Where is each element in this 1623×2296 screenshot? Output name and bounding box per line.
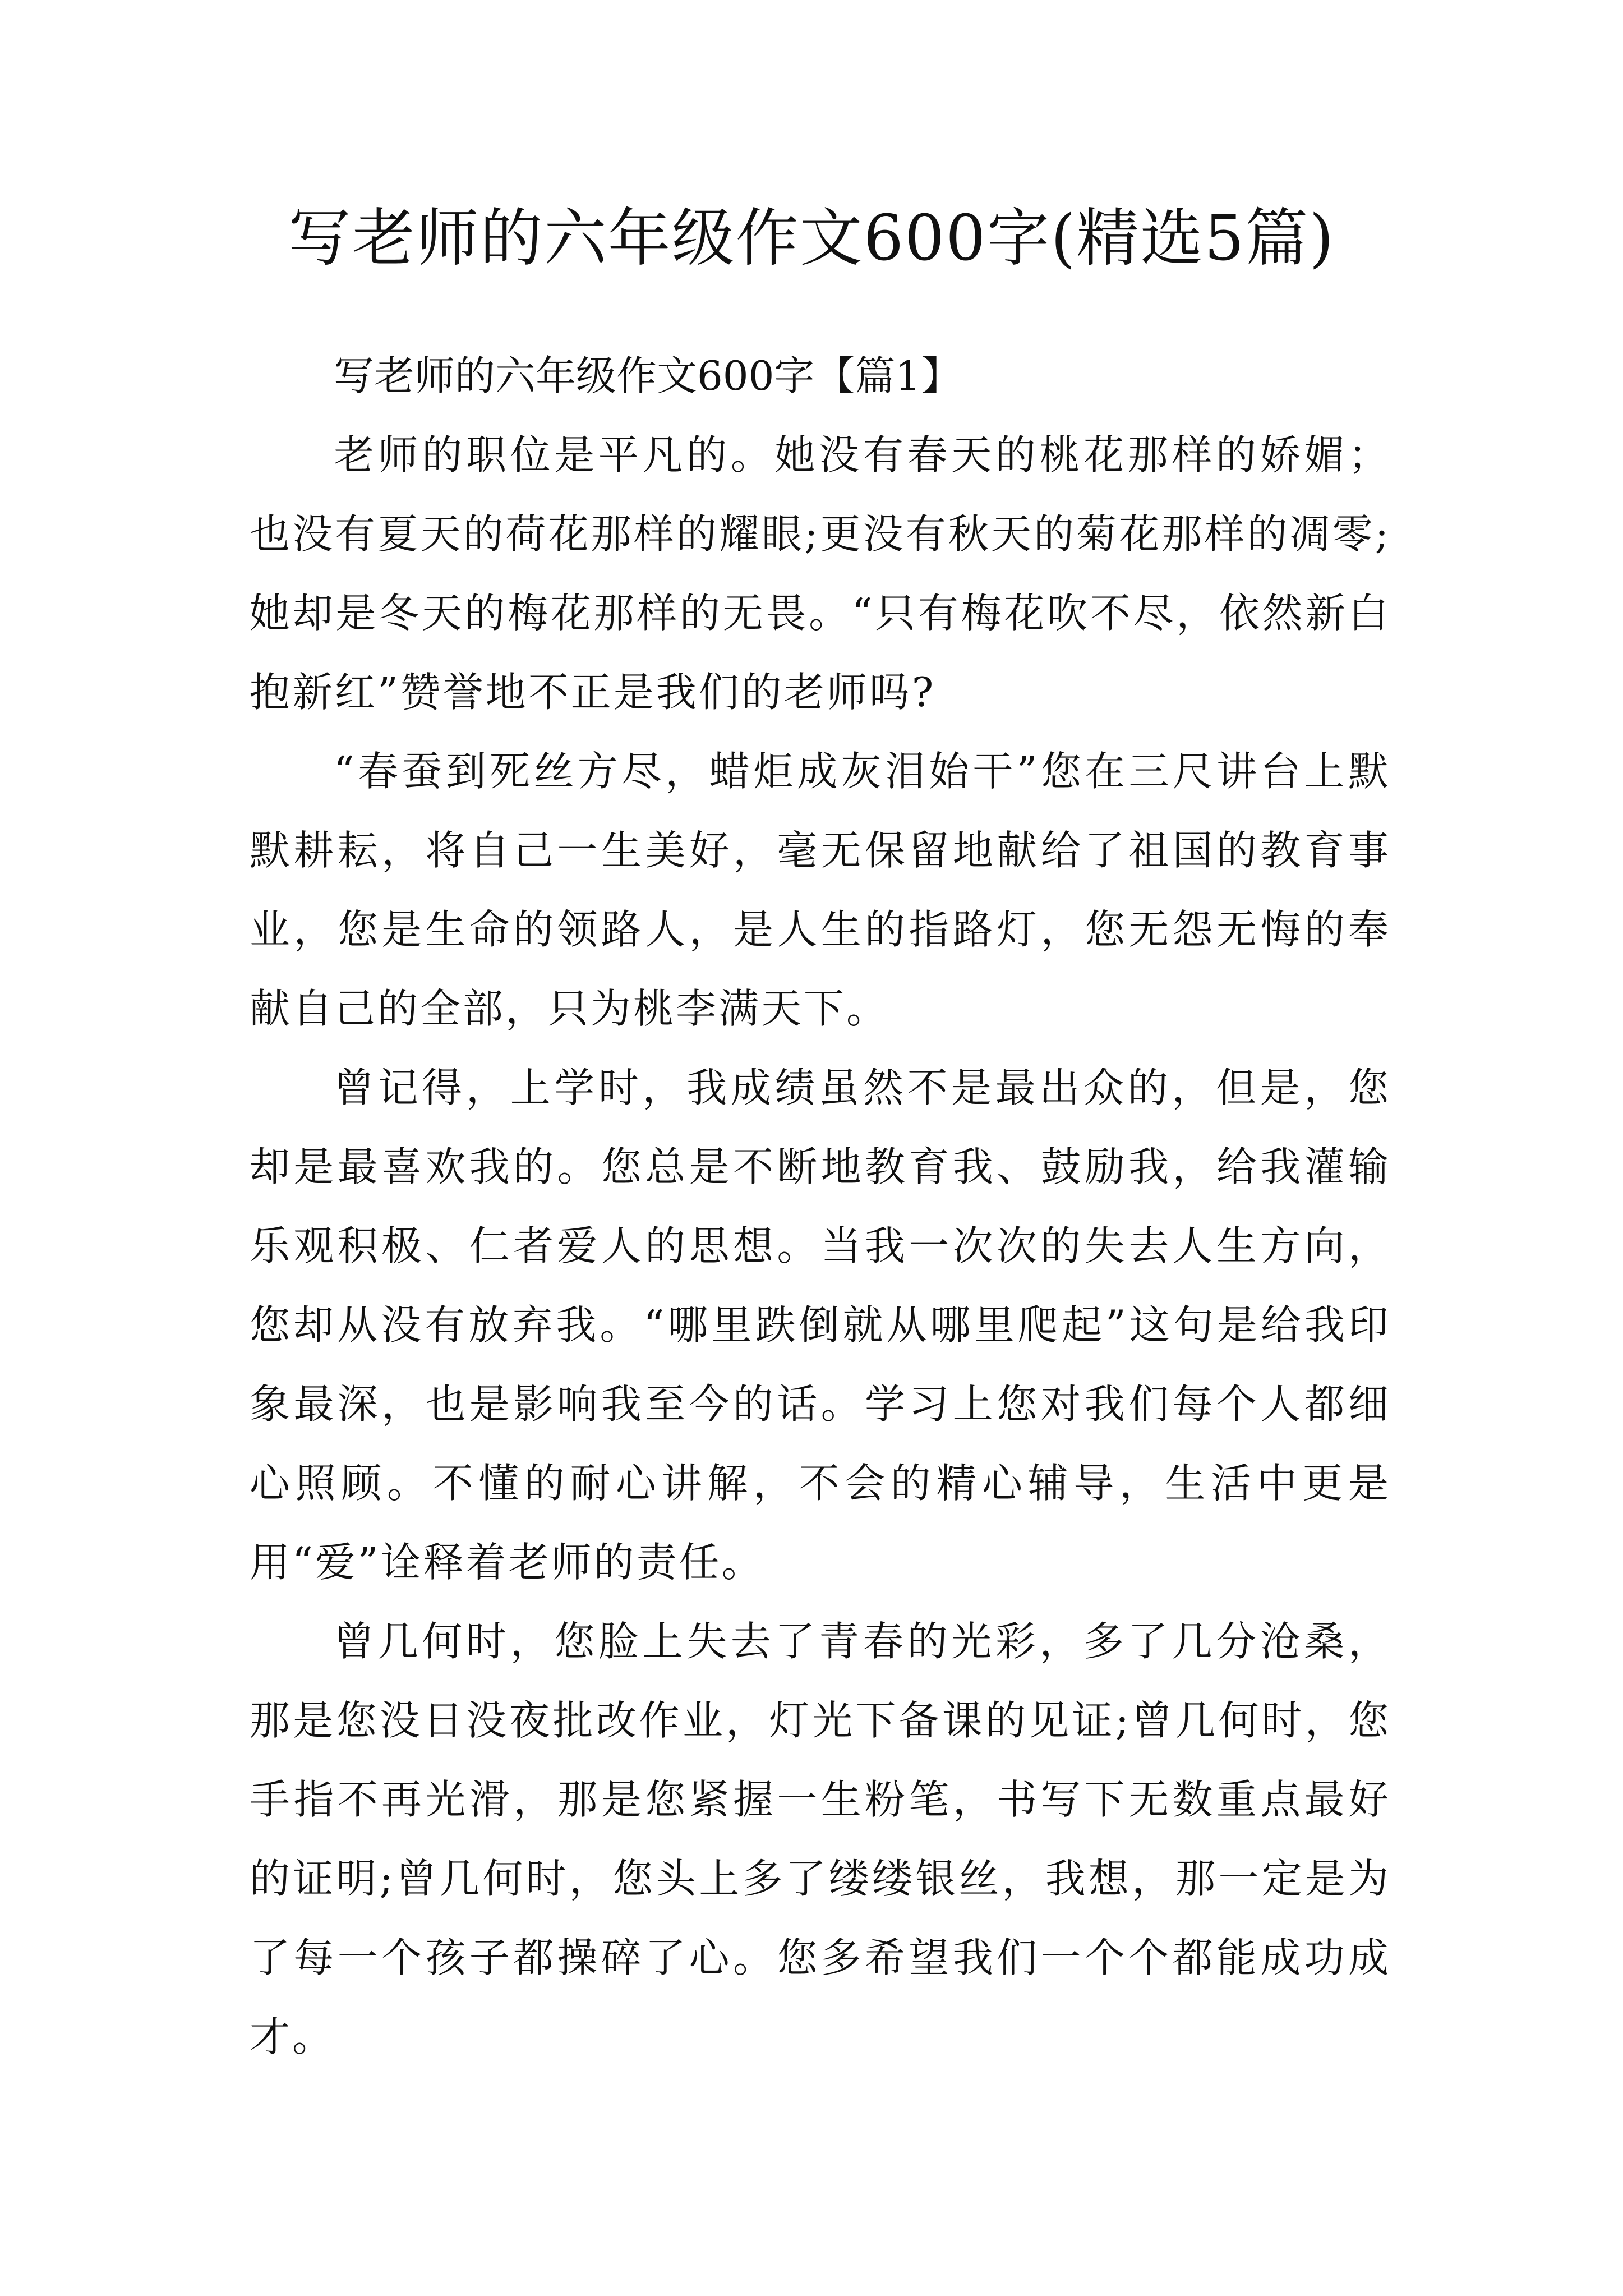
paragraph-3: 曾记得，上学时，我成绩虽然不是最出众的，但是，您却是最喜欢我的。您总是不断地教育我、鼓励我，给我灌输乐观积极、仁者爱人的思想。当我一次次的失去人生方向，您却从没有放弃我。“哪里跌倒就从哪里爬起”这句是给我印象最深，也是影响我至今的话。学习上您对我们每个人都细心照顾。不懂的耐心讲解，不会的精心辅导，生活中更是用“爱”诠释着老师的责任。 xyxy=(250,1064,1391,1586)
document-title: 写老师的六年级作文600字(精选5篇) xyxy=(288,202,1335,275)
paragraph-1: 老师的职位是平凡的。她没有春天的桃花那样的娇媚；也没有夏天的荷花那样的耀眼;更没有秋天的菊花那样的凋零;她却是冬天的梅花那样的无畏。“只有梅花吹不尽，依然新白抱新红”赞誉地不正是我们的老师吗? xyxy=(250,431,1391,716)
section-heading: 写老师的六年级作文600字【篇1】 xyxy=(334,352,962,399)
paragraph-2: “春蚕到死丝方尽，蜡炬成灰泪始干”您在三尺讲台上默默耕耘，将自己一生美好，毫无保留地献给了祖国的教育事业，您是生命的领路人，是人生的指路灯，您无怨无悔的奉献自己的全部，只为桃李满天下。 xyxy=(250,748,1391,1032)
paragraph-4: 曾几何时，您脸上失去了青春的光彩，多了几分沧桑，那是您没日没夜批改作业，灯光下备课的见证;曾几何时，您手指不再光滑，那是您紧握一生粉笔，书写下无数重点最好的证明;曾几何时，您头上多了缕缕银丝，我想，那一定是为了每一个孩子都操碎了心。您多希望我们一个个都能成功成才。 xyxy=(250,1618,1391,2060)
document-body xyxy=(250,337,1391,2077)
